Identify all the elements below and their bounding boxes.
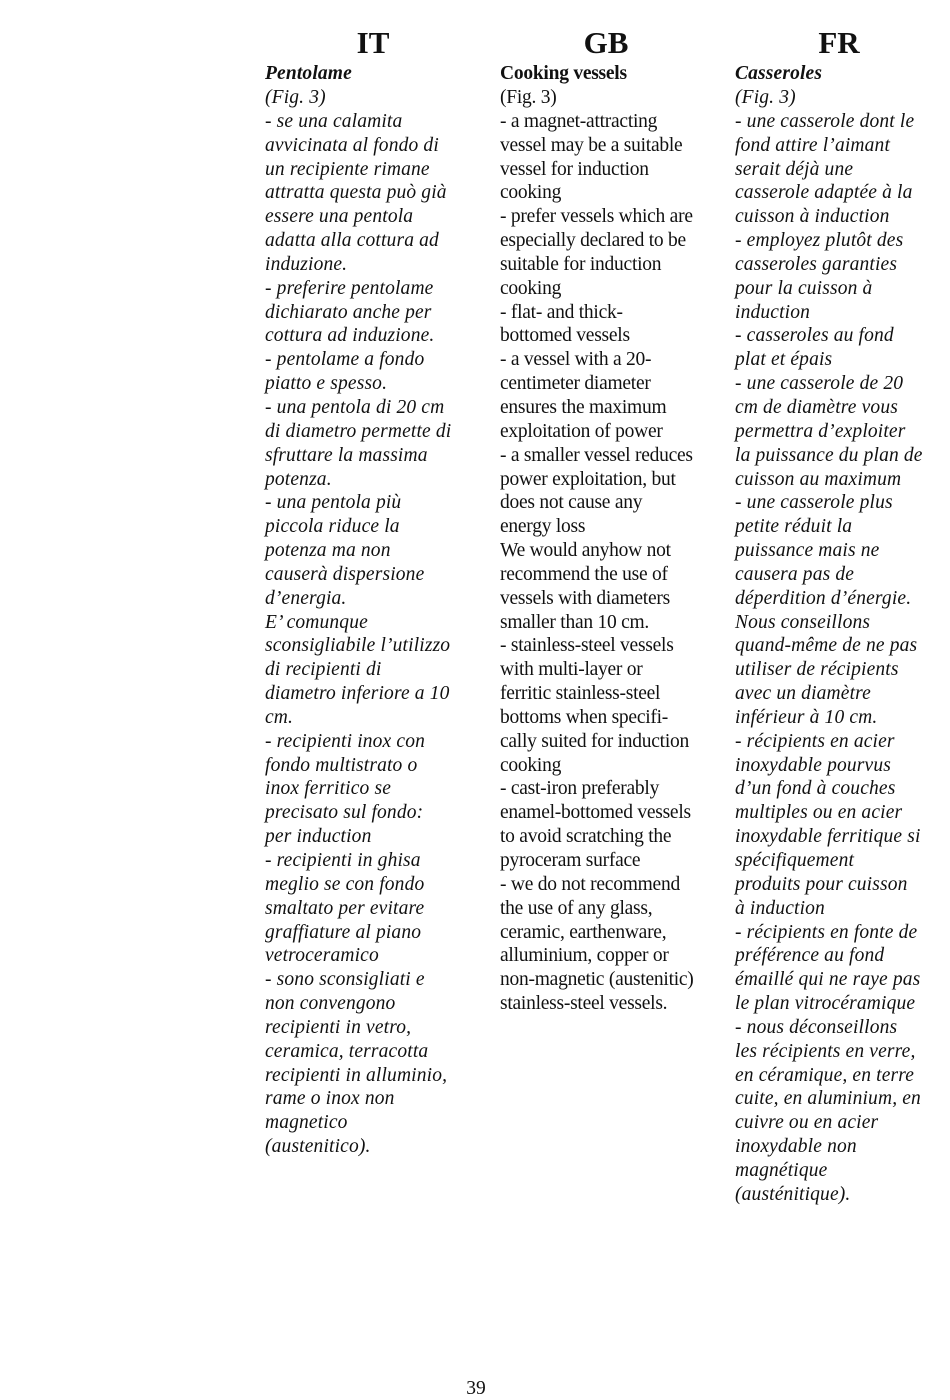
text-line: rame o inox non [265, 1088, 395, 1110]
text-line: - une casserole plus [735, 492, 893, 514]
text-line: - une casserole dont le [735, 110, 915, 132]
text-line: piatto e spesso. [265, 373, 388, 395]
text-line: power exploitation, but [500, 468, 676, 490]
text-line: (austénitique). [735, 1183, 851, 1205]
page-number [0, 1378, 950, 1400]
text-line: - prefer vessels which are [500, 206, 693, 228]
text-line: sfruttare la massima [265, 444, 428, 466]
column-italian [265, 24, 487, 1159]
text-line: the use of any glass, [500, 897, 653, 919]
text-line: - sono sconsigliati e [265, 969, 425, 991]
text-line: sconsigliabile l’utilizzo [265, 635, 451, 657]
text-line: enamel-bottomed vessels [500, 802, 691, 824]
text-line: cuisson au maximum [735, 468, 902, 490]
text-line: magnétique [735, 1159, 828, 1181]
text-line: d’un fond à couches [735, 778, 896, 800]
column-english [500, 24, 722, 1016]
text-line: cooking [500, 182, 562, 204]
text-line: recommend the use of [500, 563, 668, 585]
text-line: d’energia. [265, 587, 347, 609]
text-line: - flat- and thick- [500, 301, 623, 323]
text-line: - casseroles au fond [735, 325, 894, 347]
text-line: plat et épais [735, 349, 833, 371]
text-line: (Fig. 3) [735, 87, 796, 108]
text-line: - recipienti inox con [265, 730, 425, 752]
text-line: (Fig. 3) [500, 87, 557, 108]
text-line: recipienti in vetro, [265, 1016, 412, 1038]
text-line: centimeter diameter [500, 373, 651, 395]
text-line: essere una pentola [265, 206, 414, 228]
text-line: - se una calamita [265, 110, 403, 132]
text-line: - récipients en fonte de [735, 921, 918, 943]
text-line: - recipienti in ghisa [265, 850, 421, 871]
text-line: - stainless-steel vessels [500, 635, 674, 657]
text-line: induzione. [265, 253, 348, 275]
text-line: di recipienti di [265, 659, 382, 681]
text-line: (Fig. 3) [265, 87, 326, 108]
language-heading-it: IT [356, 25, 390, 60]
text-line: inox ferritico se [265, 778, 392, 800]
language-heading-gb: GB [583, 25, 629, 60]
section-title-fr: Casseroles [735, 63, 823, 84]
text-line: smaltato per evitare [265, 897, 425, 919]
language-heading-fr: FR [818, 25, 860, 60]
text-line: smaller than 10 cm. [500, 611, 650, 633]
text-line: cally suited for induction [500, 730, 689, 752]
text-line: utiliser de récipients [735, 659, 899, 681]
text-line: inoxydable pourvus [735, 754, 891, 776]
text-line: bottoms when specifi- [500, 706, 669, 728]
text-line: E’ comunque [265, 611, 368, 633]
text-line: les récipients en verre, [735, 1040, 916, 1062]
text-line: - employez plutôt des [735, 230, 904, 252]
text-line: produits pour cuisson [735, 873, 908, 895]
text-line: inoxydable ferritique si [735, 826, 921, 848]
text-line: di diametro permette di [265, 420, 452, 442]
text-line: suitable for induction [500, 253, 662, 275]
text-line: Nous conseillons [735, 611, 871, 633]
text-line: magnetico [265, 1112, 348, 1134]
section-body-it [265, 86, 487, 1159]
section-title-gb: Cooking vessels [500, 63, 627, 84]
text-line: - récipients en acier [735, 730, 895, 752]
text-line: - una pentola più [265, 492, 402, 514]
text-line: un recipiente rimane [265, 158, 430, 180]
text-line: vessels with diameters [500, 587, 670, 609]
text-line: to avoid scratching the [500, 826, 672, 848]
text-line: fondo multistrato o [265, 754, 418, 776]
text-line: adatta alla cottura ad [265, 230, 439, 252]
text-line: per induction [265, 826, 372, 848]
text-line: - a smaller vessel reduces [500, 444, 693, 466]
text-line: le plan vitrocéramique [735, 993, 916, 1015]
section-body-fr [735, 86, 950, 1207]
text-line: - a magnet-attracting [500, 110, 658, 132]
text-line: cooking [500, 754, 562, 776]
page-number-text: 39 [466, 1378, 486, 1399]
text-line: bottomed vessels [500, 325, 630, 347]
text-line: does not cause any [500, 492, 643, 514]
text-line: vessel for induction [500, 158, 649, 180]
text-line: graffiature al piano [265, 921, 422, 943]
text-line: cuivre ou en acier [735, 1112, 879, 1134]
text-line: - una pentola di 20 cm [265, 396, 445, 418]
text-line: stainless-steel vessels. [500, 993, 668, 1015]
text-line: cooking [500, 277, 562, 299]
text-line: cm. [265, 706, 294, 728]
column-french [735, 24, 950, 1207]
text-line: recipienti in alluminio, [265, 1064, 448, 1086]
text-line: inoxydable non [735, 1136, 857, 1158]
text-line: diametro inferiore a 10 [265, 683, 450, 705]
text-line: pyroceram surface [500, 850, 641, 871]
text-line: cm de diamètre vous [735, 396, 898, 418]
text-line: serait déjà une [735, 158, 854, 180]
text-line: pour la cuisson à [735, 277, 873, 299]
text-line: déperdition d’énergie. [735, 587, 912, 609]
text-line: ceramica, terracotta [265, 1040, 429, 1062]
text-line: alluminium, copper or [500, 945, 669, 967]
text-line: especially declared to be [500, 230, 686, 252]
text-line: ceramic, earthenware, [500, 921, 667, 943]
text-line: permettra d’exploiter [735, 420, 906, 442]
text-line: dichiarato anche per [265, 301, 432, 323]
text-line: vetroceramico [265, 945, 379, 967]
text-line: precisato sul fondo: [265, 802, 424, 824]
text-line: vessel may be a suitable [500, 134, 683, 156]
text-line: ensures the maximum [500, 396, 667, 418]
text-line: We would anyhow not [500, 540, 671, 562]
text-line: cottura ad induzione. [265, 325, 435, 347]
text-line: - preferire pentolame [265, 277, 434, 299]
text-line: - pentolame a fondo [265, 349, 425, 371]
text-line: cuite, en aluminium, en [735, 1088, 921, 1110]
text-line: - we do not recommend [500, 873, 680, 895]
text-line: potenza. [265, 468, 332, 490]
text-line: causera pas de [735, 563, 855, 585]
text-line: induction [735, 301, 811, 323]
text-line: puissance mais ne [735, 540, 880, 562]
text-line: exploitation of power [500, 420, 663, 442]
section-title-it: Pentolame [265, 63, 352, 84]
text-line: avvicinata al fondo di [265, 134, 439, 156]
text-line: émaillé qui ne raye pas [735, 969, 921, 991]
text-line: inférieur à 10 cm. [735, 706, 878, 728]
text-line: - cast-iron preferably [500, 778, 660, 800]
text-line: (austenitico). [265, 1136, 371, 1158]
text-line: meglio se con fondo [265, 873, 425, 895]
text-line: petite réduit la [735, 516, 853, 538]
text-line: multiples ou en acier [735, 802, 903, 824]
text-line: non-magnetic (austenitic) [500, 969, 694, 991]
text-line: ferritic stainless-steel [500, 683, 661, 705]
text-line: - une casserole de 20 [735, 373, 904, 395]
text-line: fond attire l’aimant [735, 134, 891, 156]
text-line: casserole adaptée à la [735, 182, 913, 204]
text-line: non convengono [265, 993, 396, 1015]
text-line: avec un diamètre [735, 683, 871, 705]
text-line: causerà dispersione [265, 563, 425, 585]
text-line: casseroles garanties [735, 253, 898, 275]
text-line: à induction [735, 897, 825, 919]
text-line: energy loss [500, 516, 586, 538]
text-line: potenza ma non [265, 540, 391, 562]
text-line: - nous déconseillons [735, 1016, 898, 1038]
text-line: spécifiquement [735, 850, 855, 871]
text-line: piccola riduce la [265, 516, 400, 538]
text-line: quand-même de ne pas [735, 635, 918, 657]
text-line: préférence au fond [735, 945, 885, 967]
text-line: - a vessel with a 20- [500, 349, 652, 371]
section-body-gb [500, 86, 722, 1016]
text-line: la puissance du plan de [735, 444, 923, 466]
text-line: with multi-layer or [500, 659, 643, 681]
text-line: attratta questa può già [265, 182, 447, 204]
text-line: en céramique, en terre [735, 1064, 915, 1086]
text-line: cuisson à induction [735, 206, 890, 228]
